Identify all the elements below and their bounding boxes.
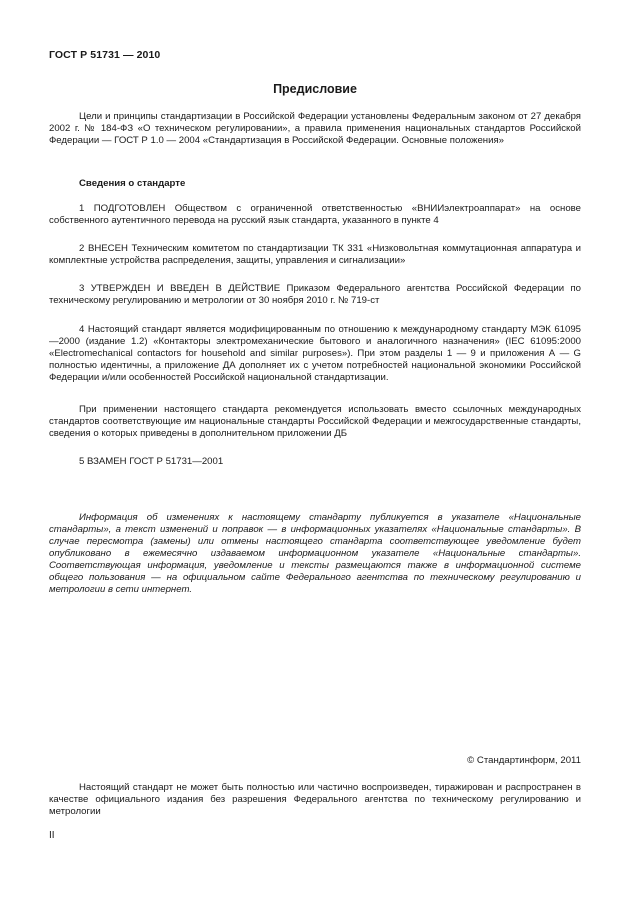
info-heading: Сведения о стандарте [79,178,186,189]
page-number: II [49,830,55,841]
item-4-modification: 4 Настоящий стандарт является модифицированным по отношению к международному стандарту МЭК 61095—2000 (издание 1.2) «Контакторы электромеханические бытового и аналогичного назначения» (IEC 61095:2000 «Electromechanical contactors for household and similar purposes»). При этом разделы 1 — 9 и приложения А — G полностью идентичны, а приложение ДА дополняет их с учетом потребностей национальной экономики Российской Федерации и/или особенностей Российской национальной стандартизации. [49,324,581,383]
document-code: ГОСТ Р 51731 — 2010 [49,49,161,61]
intro-paragraph: Цели и принципы стандартизации в Российской Федерации установлены Федеральным законом от 27 декабря 2002 г. № 184-ФЗ «О техническом регулировании», а правила применения национальных стандартов Российской Федерации — ГОСТ Р 1.0 — 2004 «Стандартизация в Российской Федерации. Основные положения» [49,111,581,146]
item-1-prepared: 1 ПОДГОТОВЛЕН Обществом с ограниченной ответственностью «ВНИИэлектроаппарат» на основе собственного аутентичного перевода на русский язык стандарта, указанного в пункте 4 [49,203,581,226]
item-2-introduced: 2 ВНЕСЕН Техническим комитетом по стандартизации ТК 331 «Низковольтная коммутационная аппаратура и комплектные устройства распределения, защиты, управления и сигнализации» [49,243,581,266]
item-5-replaces: 5 ВЗАМЕН ГОСТ Р 51731—2001 [79,456,224,467]
reproduction-notice: Настоящий стандарт не может быть полностью или частично воспроизведен, тиражирован и распространен в качестве официального издания без разрешения Федерального агентства по техническому регулированию и метрологии [49,782,581,817]
item-4-references: При применении настоящего стандарта рекомендуется использовать вместо ссылочных международных стандартов соответствующие им национальные стандарты Российской Федерации и межгосударственные стандарты, сведения о которых приведены в дополнительном приложении ДБ [49,404,581,439]
page-title: Предисловие [273,82,357,96]
item-3-approved: 3 УТВЕРЖДЕН И ВВЕДЕН В ДЕЙСТВИЕ Приказом Федерального агентства Российской Федерации по техническому регулированию и метрологии от 30 ноября 2010 г. № 719-ст [49,283,581,306]
changes-notice: Информация об изменениях к настоящему стандарту публикуется в указателе «Национальные стандарты», а текст изменений и поправок — в информационных указателях «Национальные стандарты». В случае пересмотра (замены) или отмены настоящего стандарта соответствующее уведомление будет опубликовано в ежемесячно издаваемом информационном указателе «Национальные стандарты». Соответствующая информация, уведомление и тексты размещаются также в информационной системе общего пользования — на официальном сайте Федерального агентства по техническому регулированию и метрологии в сети интернет. [49,512,581,595]
copyright: © Стандартинформ, 2011 [467,755,581,766]
